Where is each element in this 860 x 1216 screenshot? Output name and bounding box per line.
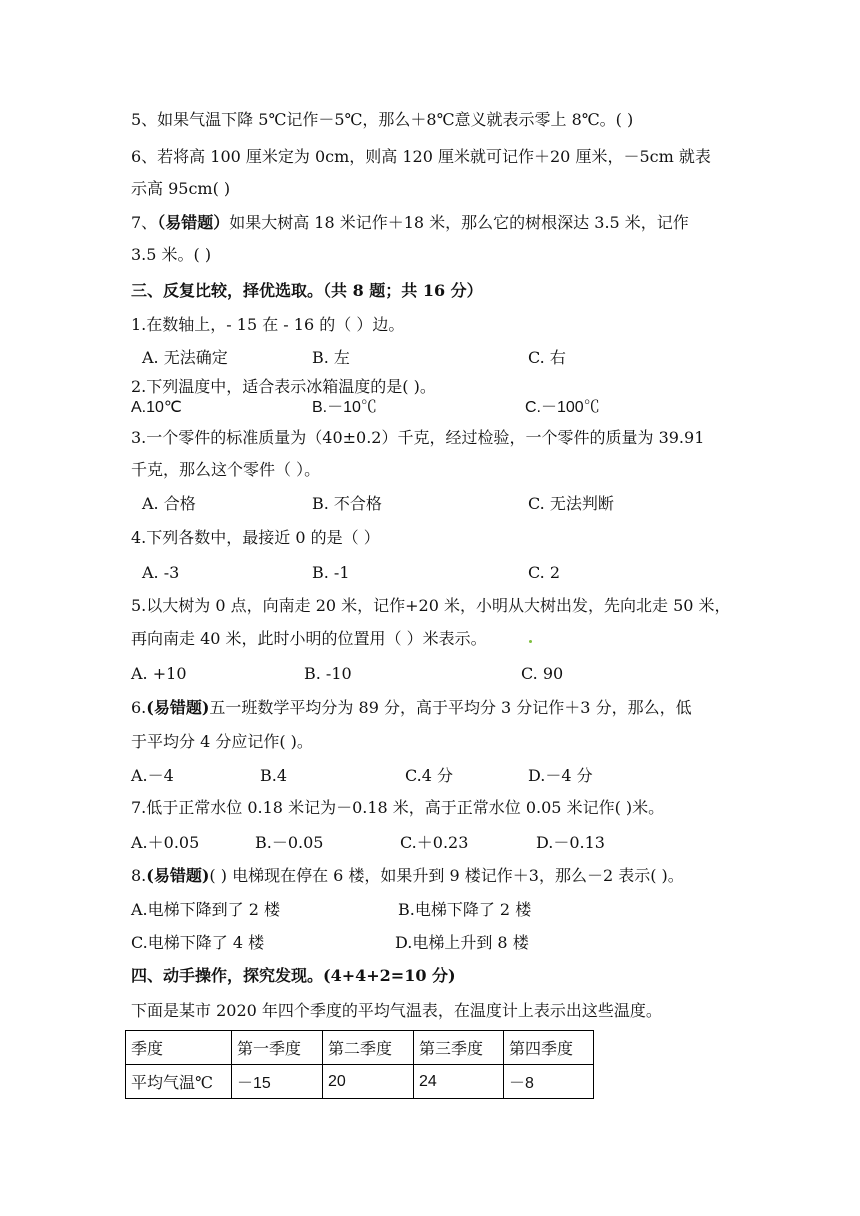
table-cell: －15 <box>232 1065 323 1099</box>
table-cell: 24 <box>414 1065 504 1099</box>
option-c: C. 无法判断 <box>528 494 614 513</box>
easy-mistake-tag: （易错题） <box>157 213 230 232</box>
option-b: B.电梯下降了 2 楼 <box>398 900 532 919</box>
option-c: C.＋0.23 <box>400 833 469 852</box>
option-c: C.－100℃ <box>525 399 600 416</box>
choice-question-4: 4.下列各数中，最接近 0 的是（ ） <box>131 528 380 547</box>
question-text: 如果大树高 18 米记作＋18 米，那么它的树根深达 3.5 米，记作 <box>229 213 689 232</box>
choice-question-5-line1: 5.以大树为 0 点，向南走 20 米，记作+20 米，小明从大树出发，先向北走 50 米， <box>131 596 731 615</box>
table-header-row <box>126 1031 594 1065</box>
option-d: D.电梯上升到 8 楼 <box>395 933 529 952</box>
easy-mistake-tag: (易错题) <box>146 866 210 885</box>
choice-question-8 <box>131 865 684 887</box>
judge-question-6-line1: 6、若将高 100 厘米定为 0cm，则高 120 厘米就可记作＋20 厘米，－5cm 就表 <box>131 147 711 166</box>
option-b: B.4 <box>260 766 288 785</box>
option-c: C.电梯下降了 4 楼 <box>131 933 265 952</box>
temperature-table <box>125 1030 594 1099</box>
option-a: A.－4 <box>131 766 174 785</box>
choice-question-7: 7.低于正常水位 0.18 米记为－0.18 米，高于正常水位 0.05 米记作( )米。 <box>131 798 665 817</box>
choice-question-6-line2: 于平均分 4 分应记作( )。 <box>131 732 313 751</box>
easy-mistake-tag: (易错题) <box>146 698 210 717</box>
question-number: 8. <box>131 866 147 885</box>
table-header-cell: 第三季度 <box>414 1031 504 1065</box>
table-header-cell: 第一季度 <box>232 1031 323 1065</box>
judge-question-7-line1 <box>131 212 689 234</box>
question-text: 五一班数学平均分为 89 分，高于平均分 3 分记作＋3 分，那么，低 <box>209 698 692 717</box>
choice-question-2: 2.下列温度中，适合表示冰箱温度的是( )。 <box>131 377 436 396</box>
judge-question-5: 5、如果气温下降 5℃记作－5℃，那么＋8℃意义就表示零上 8℃。( ) <box>131 110 634 129</box>
choice-question-3-line2: 千克，那么这个零件（ ）。 <box>131 460 321 479</box>
option-a: A.＋0.05 <box>131 833 200 852</box>
option-a: A. -3 <box>142 563 180 582</box>
section-4-heading: 四、动手操作，探究发现。(4+4+2=10 分) <box>131 966 456 985</box>
option-d: D.－0.13 <box>536 833 605 852</box>
section-3-heading: 三、反复比较，择优选取。（共 8 题；共 16 分） <box>131 281 483 300</box>
choice-question-6-line1 <box>131 697 692 719</box>
option-c: C.4 分 <box>405 766 454 785</box>
section-4-intro: 下面是某市 2020 年四个季度的平均气温表，在温度计上表示出这些温度。 <box>131 1001 662 1020</box>
option-d: D.－4 分 <box>528 766 593 785</box>
option-a: A. +10 <box>131 664 187 683</box>
option-c: C. 2 <box>528 563 561 582</box>
option-b: B. -10 <box>304 664 352 683</box>
choice-question-5-line2: 再向南走 40 米，此时小明的位置用（ ）米表示。 <box>131 629 487 648</box>
option-b: B.－0.05 <box>255 833 324 852</box>
question-number: 7、 <box>131 213 158 232</box>
table-header-cell: 第四季度 <box>504 1031 594 1065</box>
option-b: B. -1 <box>312 563 350 582</box>
judge-question-6-line2: 示高 95cm( ) <box>131 179 231 198</box>
option-b: B. 不合格 <box>312 494 382 513</box>
stray-mark <box>529 640 532 643</box>
option-a: A.10℃ <box>131 399 182 416</box>
table-header-cell: 第二季度 <box>323 1031 414 1065</box>
question-number: 6. <box>131 698 147 717</box>
option-a: A. 合格 <box>142 494 196 513</box>
option-c: C. 90 <box>521 664 564 683</box>
option-a: A.电梯下降到了 2 楼 <box>131 900 280 919</box>
table-cell: －8 <box>504 1065 594 1099</box>
option-b: B.－10℃ <box>312 399 377 416</box>
table-row <box>126 1065 594 1099</box>
option-c: C. 右 <box>528 348 566 367</box>
judge-question-7-line2: 3.5 米。( ) <box>131 245 212 264</box>
question-text: ( ) 电梯现在停在 6 楼，如果升到 9 楼记作＋3，那么－2 表示( )。 <box>209 866 684 885</box>
choice-question-3-line1: 3.一个零件的标准质量为（40±0.2）千克，经过检验，一个零件的质量为 39.91 <box>131 428 705 447</box>
option-b: B. 左 <box>312 348 350 367</box>
option-a: A. 无法确定 <box>142 348 228 367</box>
table-header-cell: 季度 <box>126 1031 232 1065</box>
table-cell: 平均气温℃ <box>126 1065 232 1099</box>
choice-question-1: 1.在数轴上，- 15 在 - 16 的（ ）边。 <box>131 315 405 334</box>
table-cell: 20 <box>323 1065 414 1099</box>
